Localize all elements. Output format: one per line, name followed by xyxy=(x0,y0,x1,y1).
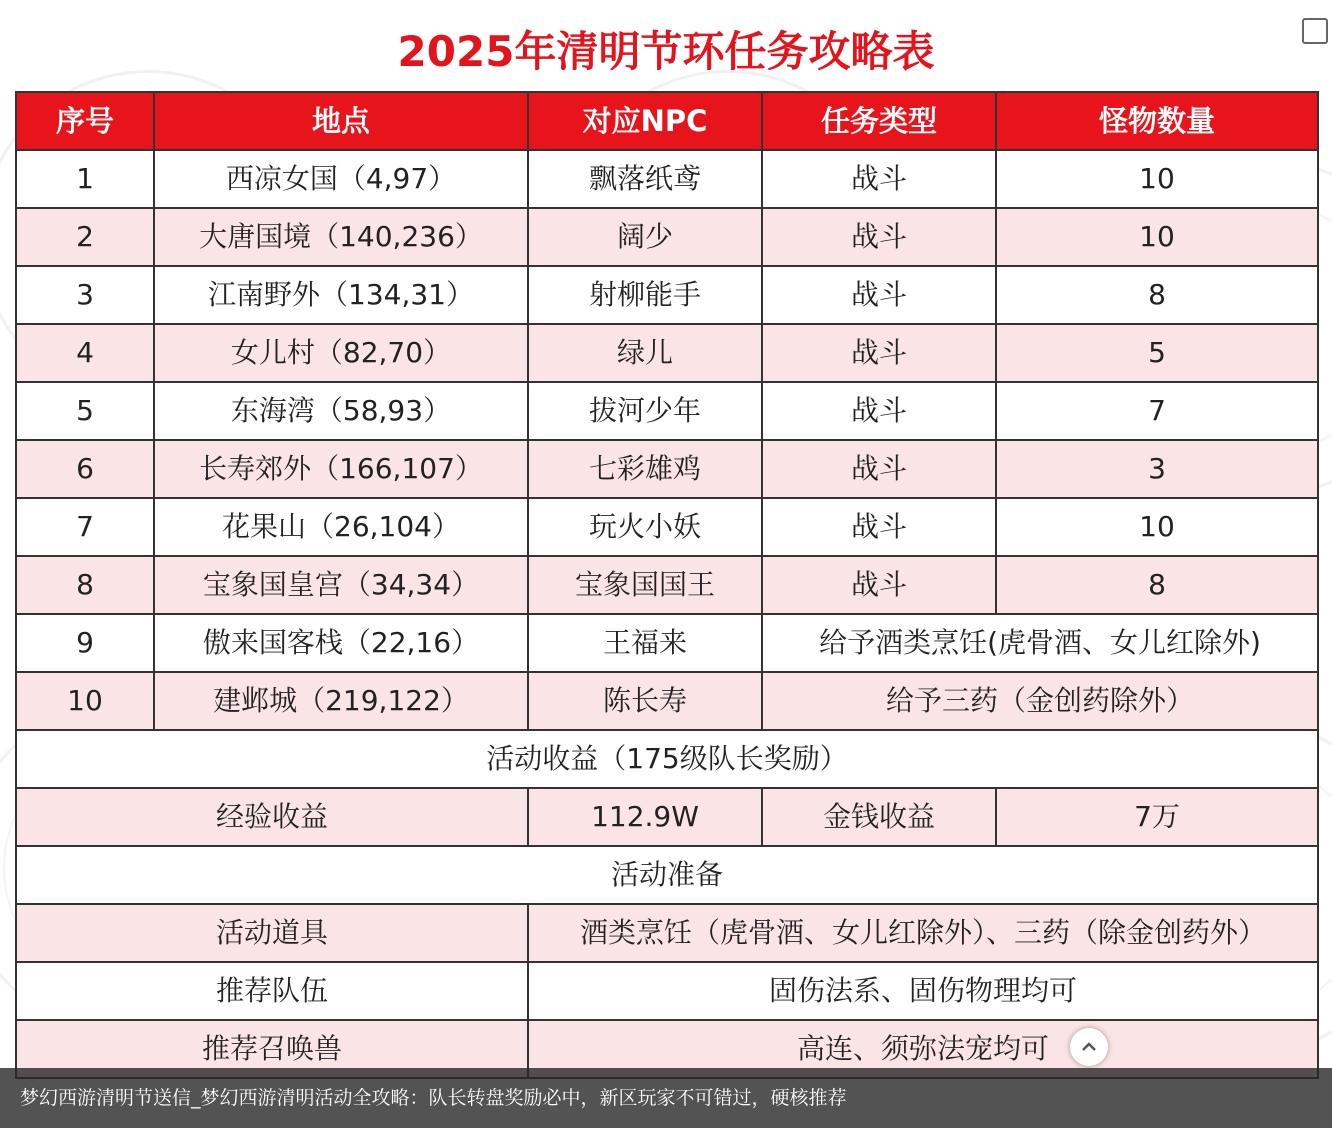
cell-task: 给予三药（金创药除外） xyxy=(762,672,1318,730)
cell-place: 宝象国皇宫（34,34） xyxy=(154,556,528,614)
exp-label: 经验收益 xyxy=(16,788,528,846)
cell-npc: 绿儿 xyxy=(528,324,762,382)
cell-count: 5 xyxy=(996,324,1318,382)
caption-bar: 梦幻西游清明节送信_梦幻西游清明活动全攻略：队长转盘奖励必中，新区玩家不可错过，硬核推荐 xyxy=(0,1068,1332,1128)
guide-table xyxy=(15,91,1319,1079)
cell-no: 1 xyxy=(16,150,154,208)
prep-section-row xyxy=(16,846,1318,904)
chevron-up-icon xyxy=(1080,1038,1098,1056)
items-label: 活动道具 xyxy=(16,904,528,962)
rewards-row xyxy=(16,788,1318,846)
table-row xyxy=(16,440,1318,498)
cell-place: 江南野外（134,31） xyxy=(154,266,528,324)
cell-count: 3 xyxy=(996,440,1318,498)
cell-place: 女儿村（82,70） xyxy=(154,324,528,382)
cell-npc: 射柳能手 xyxy=(528,266,762,324)
summon-value: 高连、须弥法宠均可 xyxy=(528,1020,1318,1078)
cell-count: 8 xyxy=(996,556,1318,614)
cell-npc: 七彩雄鸡 xyxy=(528,440,762,498)
cell-npc: 拔河少年 xyxy=(528,382,762,440)
cell-place: 建邺城（219,122） xyxy=(154,672,528,730)
cell-no: 6 xyxy=(16,440,154,498)
cell-type: 战斗 xyxy=(762,498,996,556)
team-label: 推荐队伍 xyxy=(16,962,528,1020)
cell-npc: 飘落纸鸢 xyxy=(528,150,762,208)
items-value: 酒类烹饪（虎骨酒、女儿红除外）、三药（除金创药外） xyxy=(528,904,1318,962)
cell-no: 8 xyxy=(16,556,154,614)
cell-npc: 陈长寿 xyxy=(528,672,762,730)
cell-type: 战斗 xyxy=(762,208,996,266)
table-row xyxy=(16,672,1318,730)
header-cell-npc: 对应NPC xyxy=(528,92,762,150)
summon-label: 推荐召唤兽 xyxy=(16,1020,528,1078)
team-value: 固伤法系、固伤物理均可 xyxy=(528,962,1318,1020)
cell-type: 战斗 xyxy=(762,440,996,498)
cell-npc: 玩火小妖 xyxy=(528,498,762,556)
cell-type: 战斗 xyxy=(762,324,996,382)
table-row xyxy=(16,556,1318,614)
cell-count: 10 xyxy=(996,498,1318,556)
cell-count: 8 xyxy=(996,266,1318,324)
table-row xyxy=(16,382,1318,440)
rewards-section-title: 活动收益（175级队长奖励） xyxy=(16,730,1318,788)
cell-no: 3 xyxy=(16,266,154,324)
cell-count: 7 xyxy=(996,382,1318,440)
header-cell-count: 怪物数量 xyxy=(996,92,1318,150)
cell-place: 花果山（26,104） xyxy=(154,498,528,556)
table-row xyxy=(16,150,1318,208)
prep-items-row xyxy=(16,904,1318,962)
cell-npc: 宝象国国王 xyxy=(528,556,762,614)
cell-place: 傲来国客栈（22,16） xyxy=(154,614,528,672)
cell-no: 4 xyxy=(16,324,154,382)
scroll-top-button[interactable] xyxy=(1070,1028,1108,1066)
header-cell-type: 任务类型 xyxy=(762,92,996,150)
money-label: 金钱收益 xyxy=(762,788,996,846)
prep-section-title: 活动准备 xyxy=(16,846,1318,904)
cell-place: 西凉女国（4,97） xyxy=(154,150,528,208)
cell-npc: 王福来 xyxy=(528,614,762,672)
header-cell-place: 地点 xyxy=(154,92,528,150)
cell-no: 9 xyxy=(16,614,154,672)
cell-place: 长寿郊外（166,107） xyxy=(154,440,528,498)
cell-place: 大唐国境（140,236） xyxy=(154,208,528,266)
table-row xyxy=(16,324,1318,382)
table-row xyxy=(16,614,1318,672)
cell-no: 5 xyxy=(16,382,154,440)
prep-team-row xyxy=(16,962,1318,1020)
rewards-section-row xyxy=(16,730,1318,788)
cell-type: 战斗 xyxy=(762,266,996,324)
cell-no: 10 xyxy=(16,672,154,730)
cell-type: 战斗 xyxy=(762,382,996,440)
exp-value: 112.9W xyxy=(528,788,762,846)
cell-no: 7 xyxy=(16,498,154,556)
cell-place: 东海湾（58,93） xyxy=(154,382,528,440)
header-cell-no: 序号 xyxy=(16,92,154,150)
cell-count: 10 xyxy=(996,150,1318,208)
table-header-row xyxy=(16,92,1318,150)
cell-task: 给予酒类烹饪(虎骨酒、女儿红除外) xyxy=(762,614,1318,672)
cell-type: 战斗 xyxy=(762,556,996,614)
table-row xyxy=(16,266,1318,324)
cell-count: 10 xyxy=(996,208,1318,266)
page-title: 2025年清明节环任务攻略表 xyxy=(397,27,935,76)
cell-no: 2 xyxy=(16,208,154,266)
table-row xyxy=(16,208,1318,266)
table-row xyxy=(16,498,1318,556)
cell-npc: 阔少 xyxy=(528,208,762,266)
cell-type: 战斗 xyxy=(762,150,996,208)
money-value: 7万 xyxy=(996,788,1318,846)
